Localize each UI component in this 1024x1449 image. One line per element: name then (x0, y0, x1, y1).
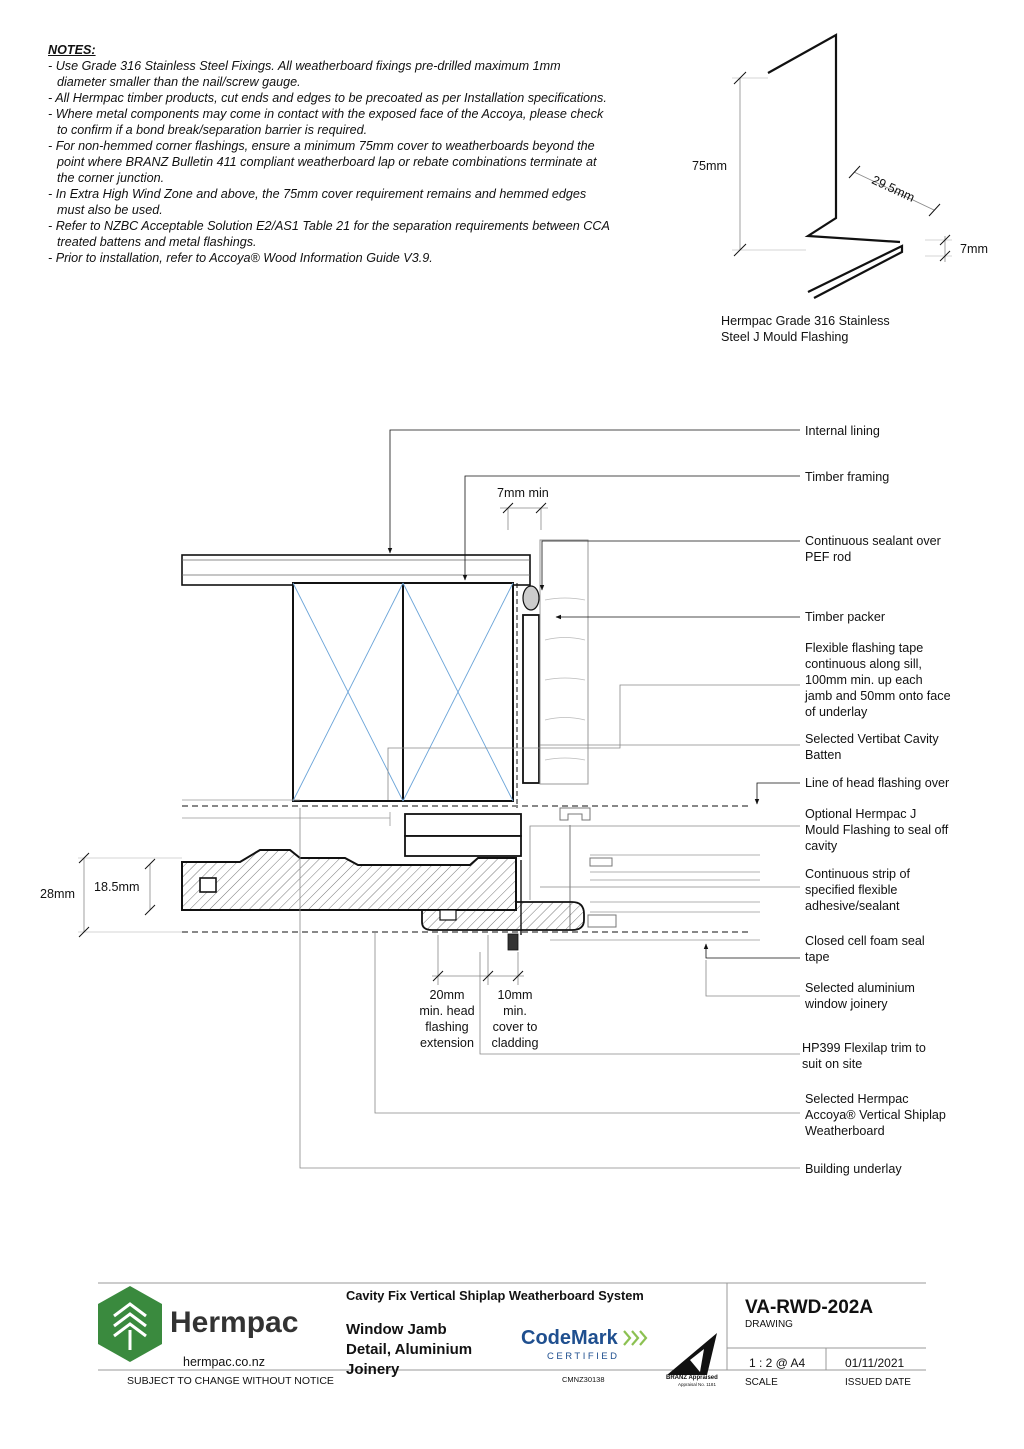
note-line: - For non-hemmed corner flashings, ensure a minimum 75mm cover to weatherboards beyond the (48, 139, 595, 153)
note-line: to confirm if a bond break/separation barrier is required. (57, 123, 368, 137)
dim-75mm: 75mm (692, 159, 727, 173)
shiplap-weatherboard (182, 850, 516, 910)
branz-number: Appraisal No. 1181 (678, 1382, 716, 1387)
pef-rod (523, 586, 539, 610)
internal-lining (182, 555, 530, 585)
callout-cavity-batten: Selected Vertibat Cavity Batten (805, 732, 939, 762)
note-line: diameter smaller than the nail/screw gauge. (57, 75, 301, 89)
callout-foam-seal-tape: Closed cell foam seal tape (805, 934, 925, 964)
foam-seal-tape (508, 934, 518, 950)
dim-18-5mm: 18.5mm (94, 880, 140, 894)
codemark-arrows-icon (624, 1331, 646, 1345)
flashing-caption: Hermpac Grade 316 Stainless Steel J Mould Flashing (721, 314, 890, 344)
callout-adhesive-sealant: Continuous strip of specified flexible adhesive/sealant (805, 867, 911, 913)
flashing-hem (808, 246, 902, 298)
drawing-number: VA-RWD-202A (745, 1297, 874, 1318)
callout-building-underlay: Building underlay (805, 1162, 902, 1176)
brand-name: Hermpac (170, 1306, 299, 1339)
dim-28mm: 28mm (40, 887, 75, 901)
callout-j-mould: Optional Hermpac J Mould Flashing to seal off cavity (805, 807, 949, 853)
timber-framing (293, 583, 513, 801)
branz-logo (667, 1333, 717, 1375)
dim-7mm: 7mm (960, 242, 988, 256)
window-jamb-section (78, 503, 760, 985)
note-line: point where BRANZ Bulletin 411 compliant weatherboard lap or rebate combinations terminate at (57, 155, 597, 169)
drawing-title: Window Jamb Detail, Aluminium Joinery (346, 1321, 473, 1378)
codemark-number: CMNZ30138 (562, 1375, 605, 1384)
note-line: - Where metal components may come in contact with the exposed face of the Accoya, please check (48, 107, 604, 121)
drawing-label: DRAWING (745, 1319, 793, 1330)
note-line: - Refer to NZBC Acceptable Solution E2/AS1 Table 21 for the separation requirements between CCA (48, 219, 610, 233)
dim-head-flashing-extension: 20mm min. head flashing extension (419, 988, 475, 1050)
callout-flexilap-trim: HP399 Flexilap trim to suit on site (802, 1041, 926, 1071)
scale-label: SCALE (745, 1377, 778, 1388)
callout-timber-framing: Timber framing (805, 470, 890, 484)
note-line: - All Hermpac timber products, cut ends and edges to be precoated as per Installation specifications. (48, 91, 607, 105)
note-line: - Prior to installation, refer to Accoya® Wood Information Guide V3.9. (48, 251, 433, 265)
callout-internal-lining: Internal lining (805, 424, 880, 438)
j-mould-flashing-detail (732, 35, 952, 298)
branz-label: BRANZ Appraised (666, 1375, 718, 1381)
callout-head-flashing: Line of head flashing over (805, 776, 950, 790)
issued-date: 01/11/2021 (845, 1356, 905, 1370)
callout-timber-packer: Timber packer (805, 610, 886, 624)
flashing-profile (768, 35, 900, 242)
issued-date-label: ISSUED DATE (845, 1377, 911, 1388)
dim-cover-to-cladding: 10mm min. cover to cladding (491, 988, 539, 1050)
note-line: - Use Grade 316 Stainless Steel Fixings. All weatherboard fixings pre-drilled maximum 1mm (48, 59, 561, 73)
system-name: Cavity Fix Vertical Shiplap Weatherboard System (346, 1288, 644, 1303)
note-line: treated battens and metal flashings. (57, 235, 257, 249)
callout-shiplap-weatherboard: Selected Hermpac Accoya® Vertical Shiplap Weatherboard (805, 1092, 946, 1138)
website-link[interactable]: hermpac.co.nz (183, 1355, 265, 1369)
scale-value: 1 : 2 @ A4 (749, 1356, 806, 1370)
dim-29-5mm: 29.5mm (869, 172, 917, 205)
cavity-batten (523, 615, 539, 783)
disclaimer: SUBJECT TO CHANGE WITHOUT NOTICE (127, 1375, 334, 1387)
note-line: - In Extra High Wind Zone and above, the 75mm cover requirement remains and hemmed edges (48, 187, 587, 201)
callout-sealant-pef-rod: Continuous sealant over PEF rod (805, 534, 941, 564)
note-line: must also be used. (57, 203, 163, 217)
codemark-certified: CERTIFIED (547, 1351, 620, 1362)
timber-packer (405, 814, 521, 836)
aluminium-window (540, 540, 760, 930)
codemark-logo: CodeMark (521, 1327, 618, 1349)
callout-aluminium-joinery: Selected aluminium window joinery (805, 981, 915, 1011)
hermpac-logo (98, 1286, 162, 1362)
callout-flashing-tape: Flexible flashing tape continuous along sill, 100mm min. up each jamb and 50mm onto face of underlay (805, 641, 951, 719)
notes-heading: NOTES: (48, 43, 96, 57)
dim-7mm-min: 7mm min (497, 486, 549, 500)
note-line: the corner junction. (57, 171, 165, 185)
